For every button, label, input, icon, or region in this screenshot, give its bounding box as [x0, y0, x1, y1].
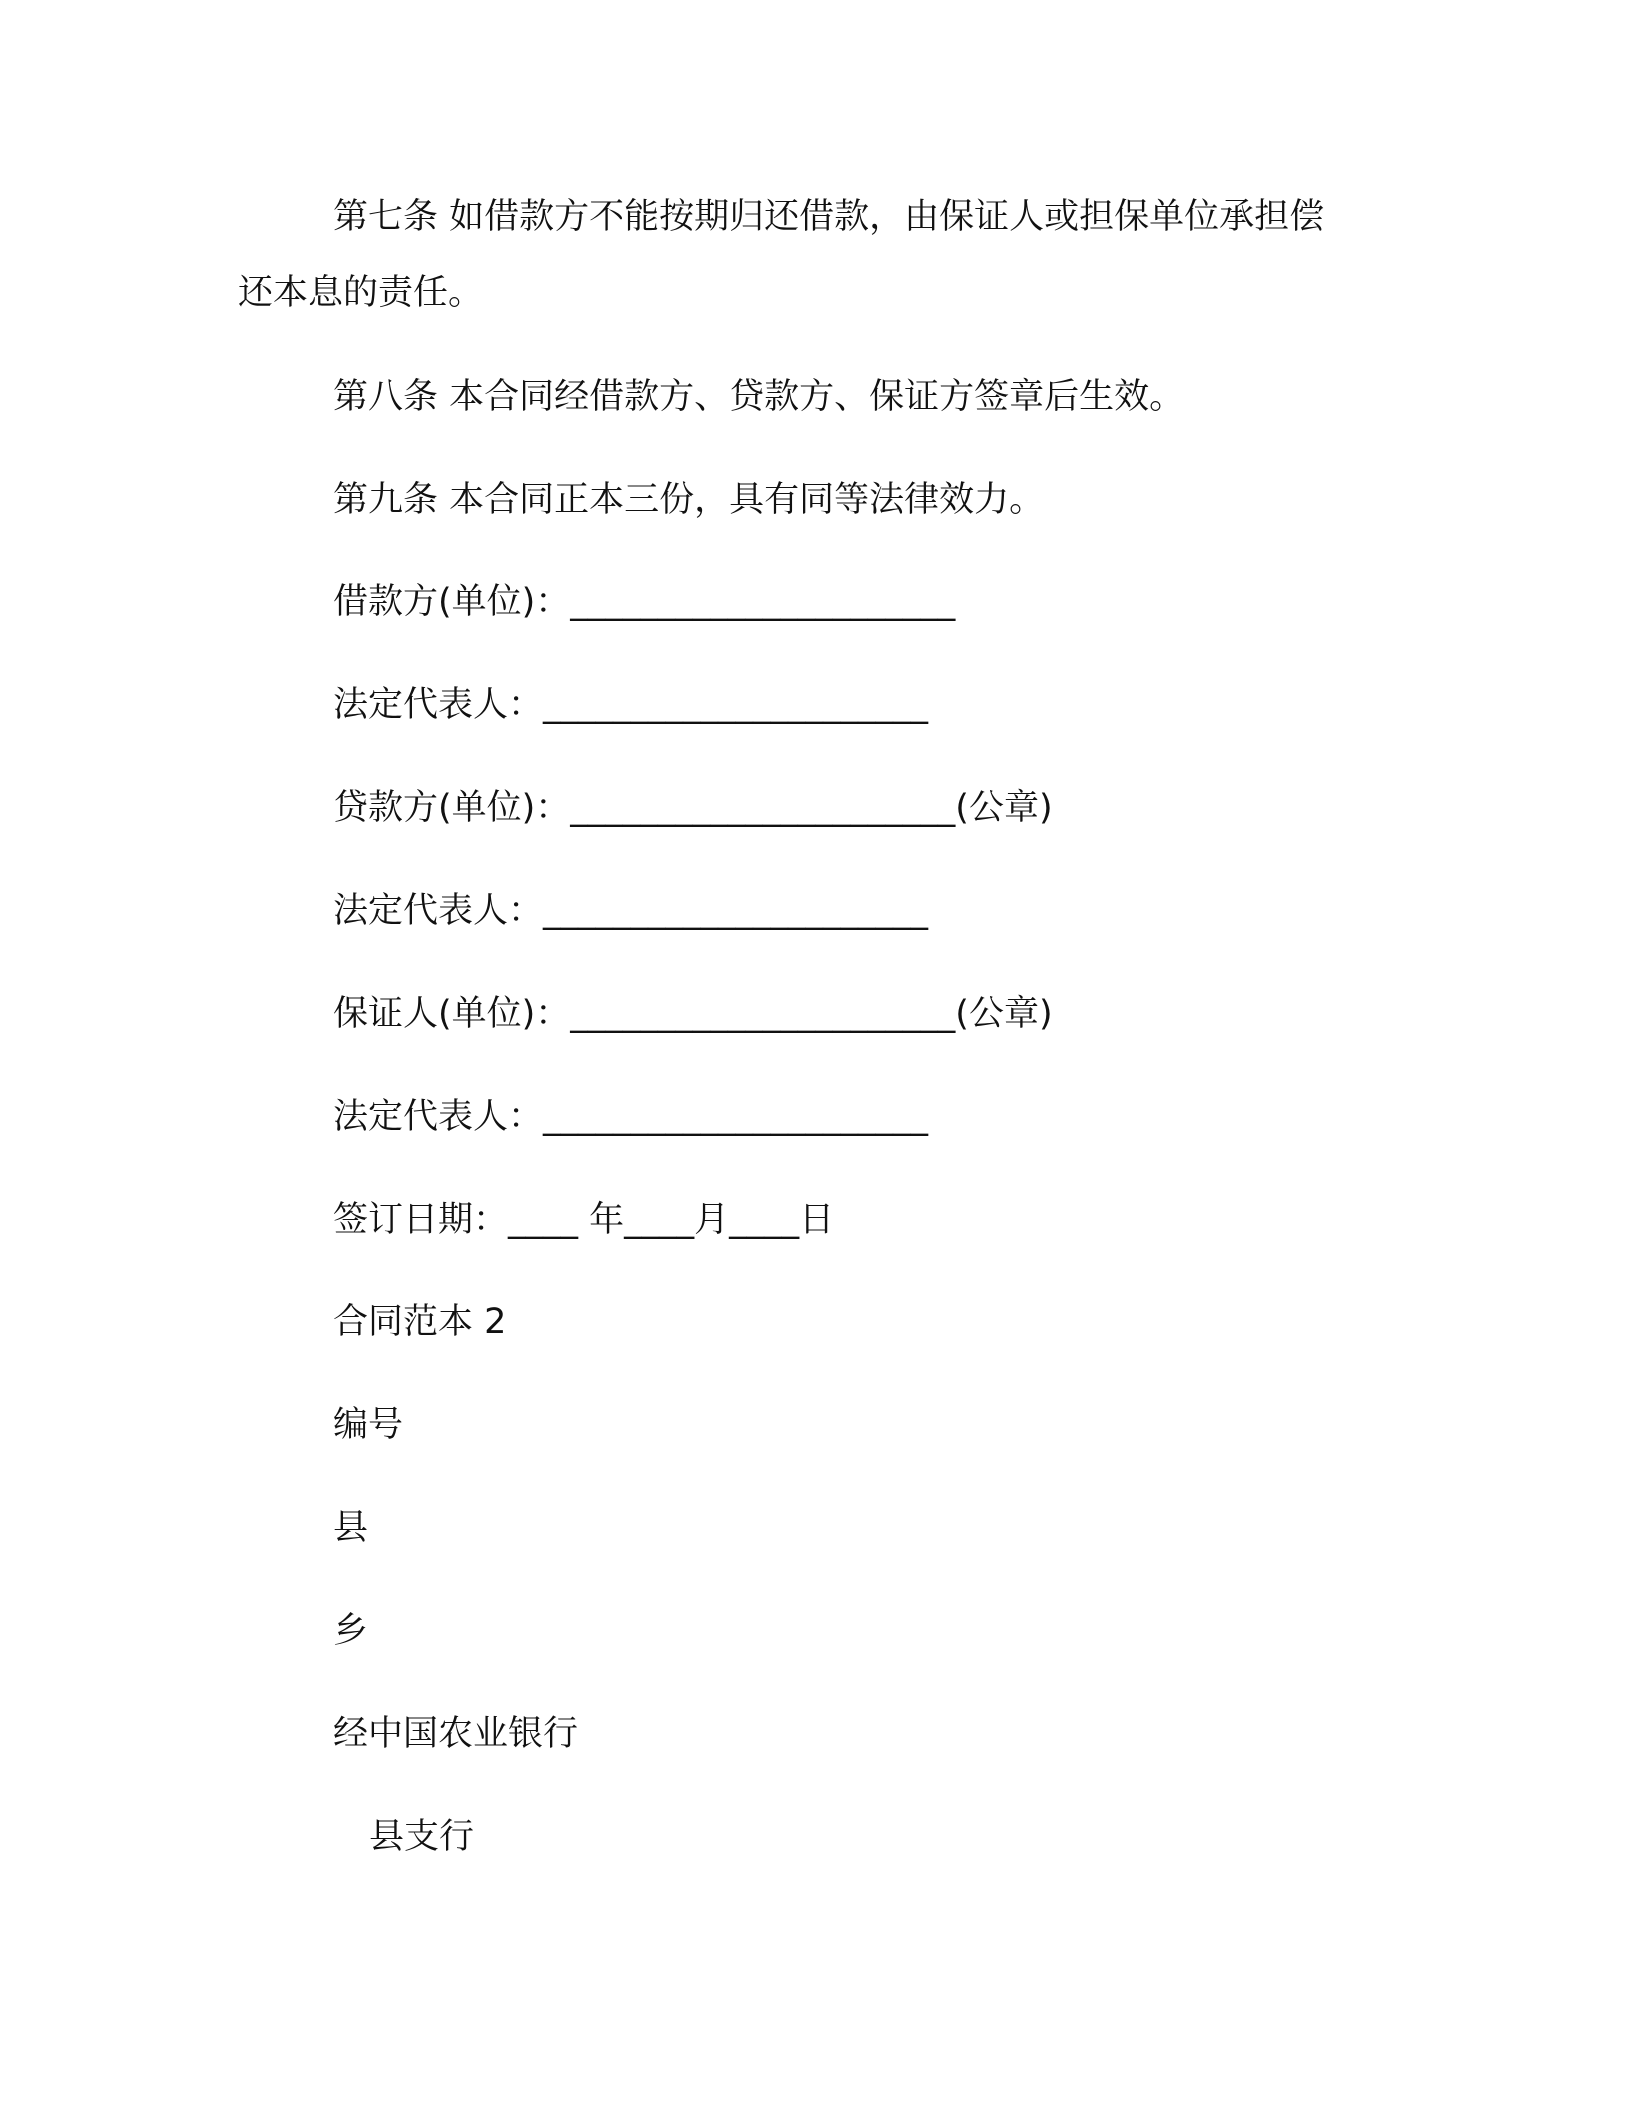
lender-representative-field: 法定代表人：______________________: [333, 891, 929, 931]
article-7-line-1: 第七条 如借款方不能按期归还借款，由保证人或担保单位承担偿: [333, 197, 1325, 237]
contract-template-heading: 合同范本 2: [333, 1302, 507, 1342]
article-9: 第九条 本合同正本三份，具有同等法律效力。: [333, 480, 1045, 520]
township-label: 乡: [333, 1611, 369, 1651]
signing-date-field: 签订日期：____ 年____月____日: [333, 1200, 835, 1240]
guarantor-unit-field: 保证人(单位)：______________________(公章): [333, 994, 1053, 1034]
borrower-unit-field: 借款方(单位)：______________________: [333, 582, 956, 622]
article-8: 第八条 本合同经借款方、贷款方、保证方签章后生效。: [333, 377, 1185, 417]
guarantor-representative-field: 法定代表人：______________________: [333, 1097, 929, 1137]
article-7-line-2: 还本息的责任。: [238, 273, 484, 313]
bank-label: 经中国农业银行: [333, 1714, 579, 1754]
lender-unit-field: 贷款方(单位)：______________________(公章): [333, 788, 1053, 828]
borrower-representative-field: 法定代表人：______________________: [333, 685, 929, 725]
county-branch-label: 县支行: [369, 1817, 475, 1857]
number-label: 编号: [333, 1405, 404, 1445]
county-label: 县: [333, 1508, 369, 1548]
